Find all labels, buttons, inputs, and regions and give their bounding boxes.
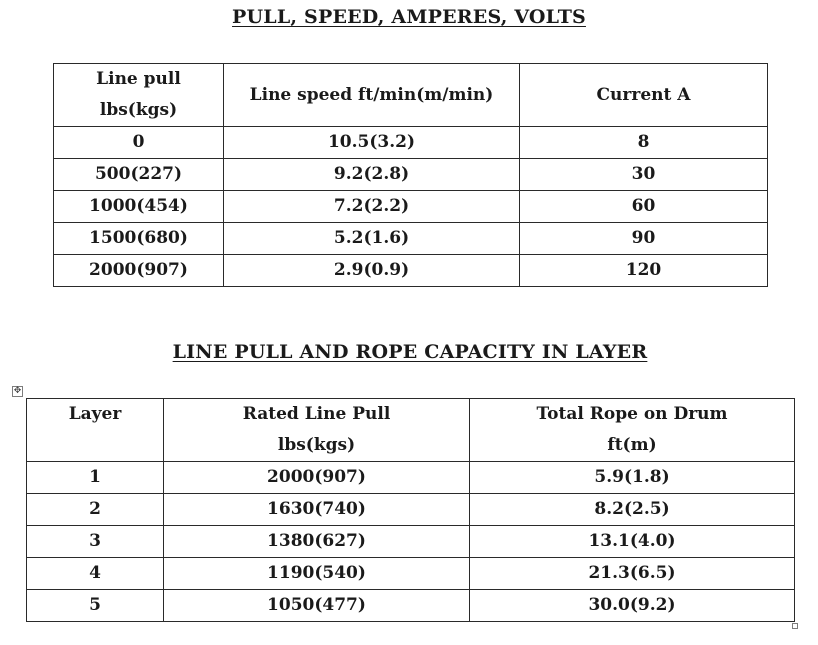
cell-total-rope: 8.2(2.5) [470, 494, 795, 526]
header-total-rope [470, 399, 795, 462]
cell-rated-line-pull: 1630(740) [164, 494, 470, 526]
header-layer [27, 399, 164, 462]
header-rated-line-pull [164, 399, 470, 462]
cell-rated-line-pull: 2000(907) [164, 462, 470, 494]
cell-layer: 3 [27, 526, 164, 558]
table-header-row [27, 399, 795, 462]
cell-current: 120 [520, 255, 768, 287]
rope-capacity-title: LINE PULL AND ROPE CAPACITY IN LAYER [172, 341, 648, 363]
table-row [27, 494, 795, 526]
table-move-handle-icon[interactable]: ✥ [13, 386, 22, 396]
table-row [54, 223, 768, 255]
cell-line-speed: 7.2(2.2) [224, 191, 520, 223]
cell-layer: 2 [27, 494, 164, 526]
table-row [54, 127, 768, 159]
cell-rated-line-pull: 1190(540) [164, 558, 470, 590]
header-total-rope-unit: ft(m) [607, 435, 657, 455]
header-total-rope-label: Total Rope on Drum [536, 404, 728, 424]
cell-rated-line-pull: 1380(627) [164, 526, 470, 558]
table-row [54, 159, 768, 191]
header-rated-line-pull-unit: lbs(kgs) [277, 435, 356, 455]
rope-capacity-table [26, 398, 795, 622]
header-rated-line-pull-label: Rated Line Pull [242, 404, 391, 424]
header-line-pull-unit: lbs(kgs) [99, 100, 178, 120]
cell-total-rope: 30.0(9.2) [470, 590, 795, 622]
cell-total-rope: 21.3(6.5) [470, 558, 795, 590]
cell-layer: 5 [27, 590, 164, 622]
cell-line-speed: 9.2(2.8) [224, 159, 520, 191]
table-row [54, 191, 768, 223]
cell-current: 60 [520, 191, 768, 223]
cell-current: 90 [520, 223, 768, 255]
cell-line-speed: 2.9(0.9) [224, 255, 520, 287]
table-row [27, 558, 795, 590]
cell-line-pull: 1500(680) [54, 223, 224, 255]
header-current: Current A [520, 64, 768, 127]
cell-total-rope: 5.9(1.8) [470, 462, 795, 494]
cell-line-pull: 0 [54, 127, 224, 159]
table-row [27, 590, 795, 622]
pull-speed-title: PULL, SPEED, AMPERES, VOLTS [232, 6, 586, 28]
table-resize-handle-icon[interactable] [792, 623, 798, 629]
cell-current: 8 [520, 127, 768, 159]
cell-rated-line-pull: 1050(477) [164, 590, 470, 622]
table-row [27, 462, 795, 494]
header-layer-label: Layer [68, 404, 122, 424]
cell-line-pull: 500(227) [54, 159, 224, 191]
table-row [54, 255, 768, 287]
table-row [27, 526, 795, 558]
cell-layer: 1 [27, 462, 164, 494]
header-line-pull-label: Line pull [96, 69, 181, 89]
table-header-row [54, 64, 768, 127]
cell-total-rope: 13.1(4.0) [470, 526, 795, 558]
cell-line-pull: 1000(454) [54, 191, 224, 223]
cell-line-pull: 2000(907) [54, 255, 224, 287]
header-line-speed: Line speed ft/min(m/min) [224, 64, 520, 127]
cell-current: 30 [520, 159, 768, 191]
cell-line-speed: 5.2(1.6) [224, 223, 520, 255]
cell-layer: 4 [27, 558, 164, 590]
pull-speed-table [53, 63, 768, 287]
cell-line-speed: 10.5(3.2) [224, 127, 520, 159]
header-line-pull [54, 64, 224, 127]
